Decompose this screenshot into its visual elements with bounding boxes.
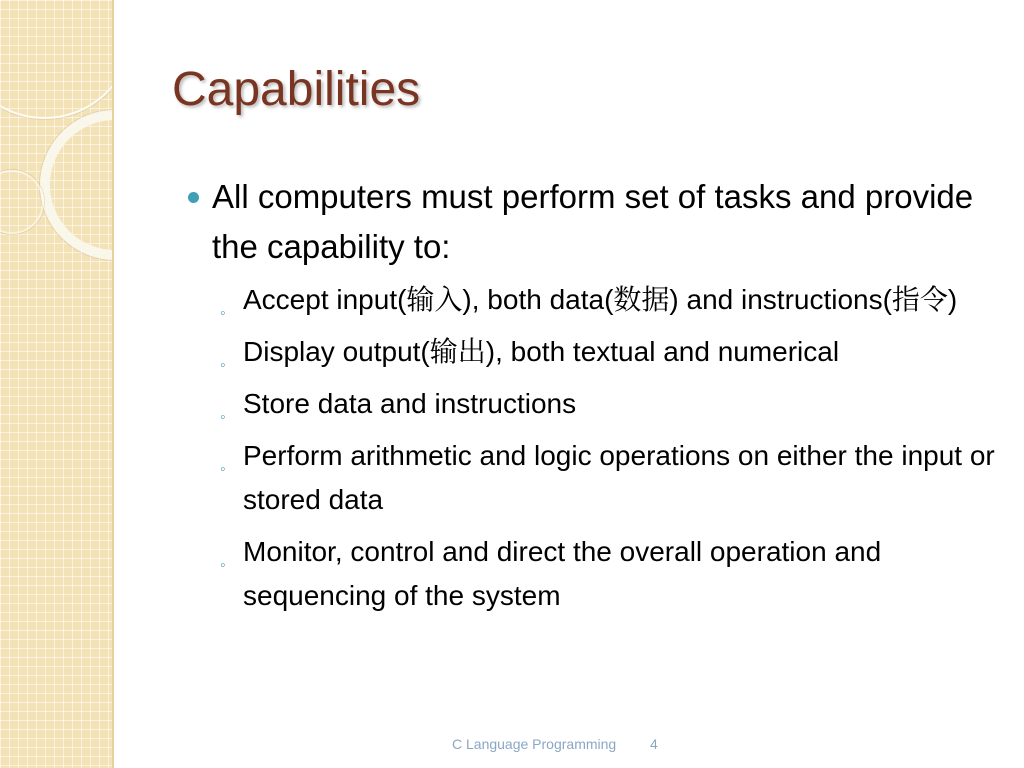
hollow-circle-bullet-icon: ◦ bbox=[220, 357, 226, 374]
sub-bullet-item bbox=[188, 434, 1003, 522]
sub-bullet-text: Store data and instructions bbox=[243, 388, 577, 419]
hollow-circle-bullet-icon: ◦ bbox=[220, 409, 226, 426]
footer-title: C Language Programming bbox=[452, 736, 617, 752]
sub-bullet-text: Monitor, control and direct the overall operation and sequencing of the system bbox=[243, 536, 882, 611]
hollow-circle-bullet-icon: ◦ bbox=[220, 305, 226, 322]
hollow-circle-bullet-icon: ◦ bbox=[220, 557, 226, 574]
sub-bullet-text: Perform arithmetic and logic operations on either the input or stored data bbox=[243, 440, 995, 515]
main-bullet-text: All computers must perform set of tasks and provide the capability to: bbox=[212, 178, 974, 265]
decorative-ring-icon bbox=[40, 110, 113, 260]
slide-body bbox=[188, 172, 1003, 626]
decorative-ring-icon bbox=[0, 170, 44, 234]
sidebar-divider bbox=[112, 0, 114, 768]
page-number: 4 bbox=[650, 736, 658, 752]
sub-bullet-text: Display output(输出), both textual and numerical bbox=[243, 336, 840, 367]
main-bullet bbox=[188, 172, 1003, 272]
sub-bullet-text: Accept input(输入), both data(数据) and instructions(指令) bbox=[243, 284, 958, 315]
sub-bullet-list bbox=[188, 278, 1003, 618]
decorative-sidebar bbox=[0, 0, 113, 768]
sub-bullet-item bbox=[188, 278, 1003, 322]
sub-bullet-item bbox=[188, 330, 1003, 374]
sub-bullet-item bbox=[188, 530, 1003, 618]
slide-title: Capabilities bbox=[172, 63, 421, 116]
filled-circle-bullet-icon bbox=[188, 192, 199, 203]
hollow-circle-bullet-icon: ◦ bbox=[220, 461, 226, 478]
sub-bullet-item bbox=[188, 382, 1003, 426]
decorative-ring-icon bbox=[0, 0, 113, 119]
